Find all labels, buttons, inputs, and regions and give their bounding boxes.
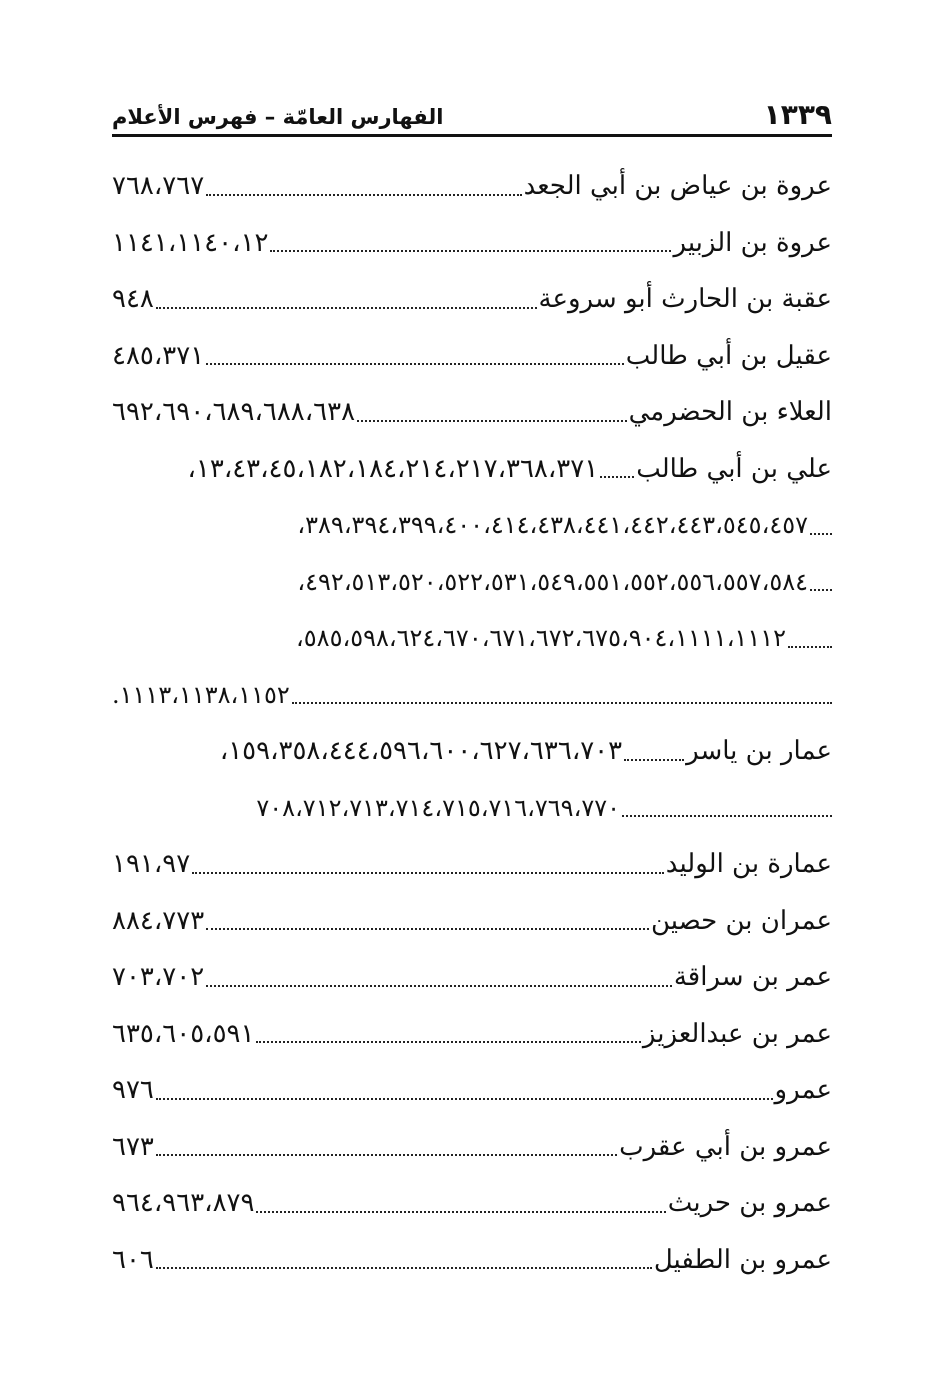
- dot-leader: [256, 1210, 665, 1213]
- dot-leader: [600, 475, 634, 478]
- dot-leader: [206, 927, 649, 930]
- dot-leader: [788, 645, 832, 648]
- entry-pages: ١١٤١،١١٤٠،١٢: [112, 227, 269, 258]
- entry-name: عمر بن عبدالعزيز: [642, 1018, 832, 1049]
- entry-pages: ٦٧٣: [112, 1131, 154, 1162]
- entry-name: عمرو: [774, 1075, 832, 1106]
- entry-name: عمارة بن الوليد: [665, 849, 832, 880]
- index-entry: [112, 1232, 832, 1289]
- dot-leader: [256, 1040, 640, 1043]
- index-entries: [112, 158, 832, 1288]
- entry-pages: ٧٦٨،٧٦٧: [112, 171, 205, 202]
- entry-pages: ٤٨٥،٣٧١: [112, 340, 205, 371]
- dot-leader: [156, 1153, 617, 1156]
- entry-pages: ٩٧٦: [112, 1075, 154, 1106]
- page-header: [112, 92, 832, 137]
- index-entry: [112, 1119, 832, 1176]
- entry-pages: ٧٠٣،٧٠٢: [112, 962, 205, 993]
- entry-pages: ١٩١،٩٧: [112, 849, 191, 880]
- index-entry-continuation: [112, 667, 832, 724]
- entry-pages: ٨٨٤،٧٧٣: [112, 905, 205, 936]
- entry-pages: ٤٩٢،٥١٣،٥٢٠،٥٢٢،٥٣١،٥٤٩،٥٥١،٥٥٢،٥٥٦،٥٥٧،٥٨٤،: [297, 567, 808, 596]
- dot-leader: [156, 1097, 773, 1100]
- dot-leader: [810, 588, 832, 591]
- dot-leader: [357, 419, 627, 422]
- index-entry: [112, 1062, 832, 1119]
- entry-name: علي بن أبي طالب: [636, 453, 832, 484]
- entry-name: عمران بن حصين: [650, 905, 832, 936]
- index-entry-continuation: [112, 554, 832, 611]
- dot-leader: [206, 193, 521, 196]
- entry-pages: ٦٠٦: [112, 1244, 154, 1275]
- entry-pages: ١١١٣،١١٣٨،١١٥٢.: [112, 680, 290, 709]
- dot-leader: [156, 306, 537, 309]
- entry-name: عمرو بن أبي عقرب: [619, 1131, 832, 1162]
- entry-name: عمرو بن الطفيل: [653, 1244, 832, 1275]
- entry-pages: ٩٤٨: [112, 284, 154, 315]
- dot-leader: [270, 249, 671, 252]
- entry-pages: ٣٨٩،٣٩٤،٣٩٩،٤٠٠،٤١٤،٤٣٨،٤٤١،٤٤٢،٤٤٣،٥٤٥،٤٥٧،: [297, 511, 808, 540]
- dot-leader: [624, 758, 684, 761]
- entry-pages: ٧٠٨،٧١٢،٧١٣،٧١٤،٧١٥،٧١٦،٧٦٩،٧٧٠: [256, 793, 620, 822]
- index-entry-continuation: [112, 780, 832, 837]
- index-entry: [112, 271, 832, 328]
- index-entry: [112, 215, 832, 272]
- index-entry: [112, 1006, 832, 1063]
- entry-name: عروة بن عياض بن أبي الجعد: [523, 171, 832, 202]
- page-number: ١٣٣٩: [763, 98, 832, 131]
- index-entry: [112, 1175, 832, 1232]
- index-entry: [112, 384, 832, 441]
- index-entry: [112, 893, 832, 950]
- entry-name: عمار بن ياسر: [686, 736, 832, 767]
- index-entry: [112, 836, 832, 893]
- dot-leader: [292, 701, 832, 704]
- index-entry-continuation: [112, 497, 832, 554]
- entry-name: عمرو بن حريث: [667, 1188, 832, 1219]
- dot-leader: [192, 871, 664, 874]
- index-entry: [112, 328, 832, 385]
- dot-leader: [156, 1266, 652, 1269]
- dot-leader: [206, 984, 672, 987]
- dot-leader: [622, 814, 832, 817]
- entry-pages: ٦٩٢،٦٩٠،٦٨٩،٦٨٨،٦٣٨: [112, 397, 356, 428]
- entry-name: عقيل بن أبي طالب: [625, 340, 832, 371]
- entry-pages: ٩٦٤،٩٦٣،٨٧٩: [112, 1188, 255, 1219]
- entry-pages: ١٣،٤٣،٤٥،١٨٢،١٨٤،٢١٤،٢١٧،٣٦٨،٣٧١،: [187, 453, 599, 484]
- index-entry: [112, 949, 832, 1006]
- entry-name: عمر بن سراقة: [673, 962, 832, 993]
- entry-name: عقبة بن الحارث أبو سروعة: [538, 284, 832, 315]
- dot-leader: [810, 532, 832, 535]
- index-entry: [112, 723, 832, 780]
- index-entry: [112, 441, 832, 498]
- index-entry-continuation: [112, 610, 832, 667]
- index-entry: [112, 158, 832, 215]
- entry-name: عروة بن الزبير: [673, 227, 832, 258]
- entry-pages: ٦٣٥،٦٠٥،٥٩١: [112, 1018, 255, 1049]
- dot-leader: [206, 362, 624, 365]
- entry-pages: ١٥٩،٣٥٨،٤٤٤،٥٩٦،٦٠٠،٦٢٧،٦٣٦،٧٠٣،: [219, 736, 623, 767]
- entry-pages: ٥٨٥،٥٩٨،٦٢٤،٦٧٠،٦٧١،٦٧٢،٦٧٥،٩٠٤،١١١١،١١١٢،: [296, 624, 786, 653]
- entry-name: العلاء بن الحضرمي: [628, 397, 832, 428]
- running-title: الفهارس العامّة – فهرس الأعلام: [112, 105, 444, 129]
